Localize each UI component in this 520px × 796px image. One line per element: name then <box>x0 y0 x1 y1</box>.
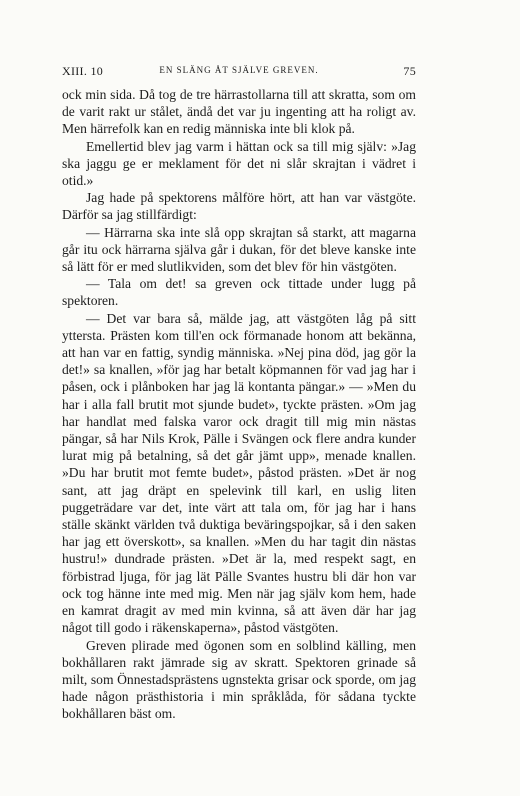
paragraph: — Det var bara så, mälde jag, att västgöten låg på sitt yttersta. Prästen kom till'en ock förmanade honom att bekänna, att han var en fattig, syndig människa. »Nej pina död, jag gör la det!» sa knallen, »för jag har betalt köpmannen för vad jag har i påsen, ock i plånboken har jag lä kontanta pängar.» — »Men du har i alla fall brutit mot sjunde budet», tyckte prästen. »Om jag har handlat med falska varor ock dragit till mig min nästas pängar, så har Nils Krok, Pälle i Svängen ock flere andra kunder lurat mig på betalning, så det går jämt upp», menade knallen. »Du har brutit mot femte budet», påstod prästen. »Det är nog sant, att jag dräpt en spelevink till karl, en uslig liten puggeträdare var det, inte värt att tala om, för jag har i hans ställe skänkt världen två duktiga beväringspojkar, så i den saken har jag ett överskott», sa knallen. »Men du har tagit din nästas hustru!» dundrade prästen. »Det är la, med respekt sagt, en förbistrad ljuga, för jag lät Pälle Svantes hustru bli där hon var ock tog hänne inte med mig. Men när jag själv kom hem, hade en kamrat dragit av med min kvinna, så att även där har jag något till godo i räkenskaperna», påstod västgöten. <box>62 310 416 636</box>
paragraph: — Härrarna ska inte slå opp skrajtan så starkt, att magarna går itu ock härrarna själva går i dukan, för det bleve kanske inte så lätt för er med slutlikviden, som det blev för hin västgöten. <box>62 224 416 275</box>
paragraph: ock min sida. Då tog de tre härrastollarna till att skratta, som om de varit rakt ur stålet, ändå det var ju ingenting att ha roligt av. Men härrefolk kan en redig människa inte bli klok på. <box>62 87 416 137</box>
paragraph: Greven plirade med ögonen som en solblind källing, men bokhållaren rakt jämrade sig av skratt. Spektoren grinade så milt, som Önnestadsprästens ugnstekta grisar ock sporde, om jag hade någon prästhistoria i min språklåda, för sådana tyckte bokhållaren bäst om. <box>62 637 416 722</box>
running-title: EN SLÄNG ÅT SJÄLVE GREVEN. <box>159 65 319 75</box>
paragraph: Emellertid blev jag varm i hättan ock sa till mig själv: »Jag ska jaggu ge er meklament för det ni slår skrajtan i vädret i otid.» <box>62 138 416 189</box>
paragraph: Jag hade på spektorens målföre hört, att han var västgöte. Därför sa jag stillfärdigt: <box>62 190 416 223</box>
page-number: 75 <box>403 64 416 78</box>
chapter-number: XIII. 10 <box>62 64 104 78</box>
body-text <box>62 86 416 723</box>
paragraph: — Tala om det! sa greven ock tittade under lugg på spektoren. <box>62 276 416 309</box>
